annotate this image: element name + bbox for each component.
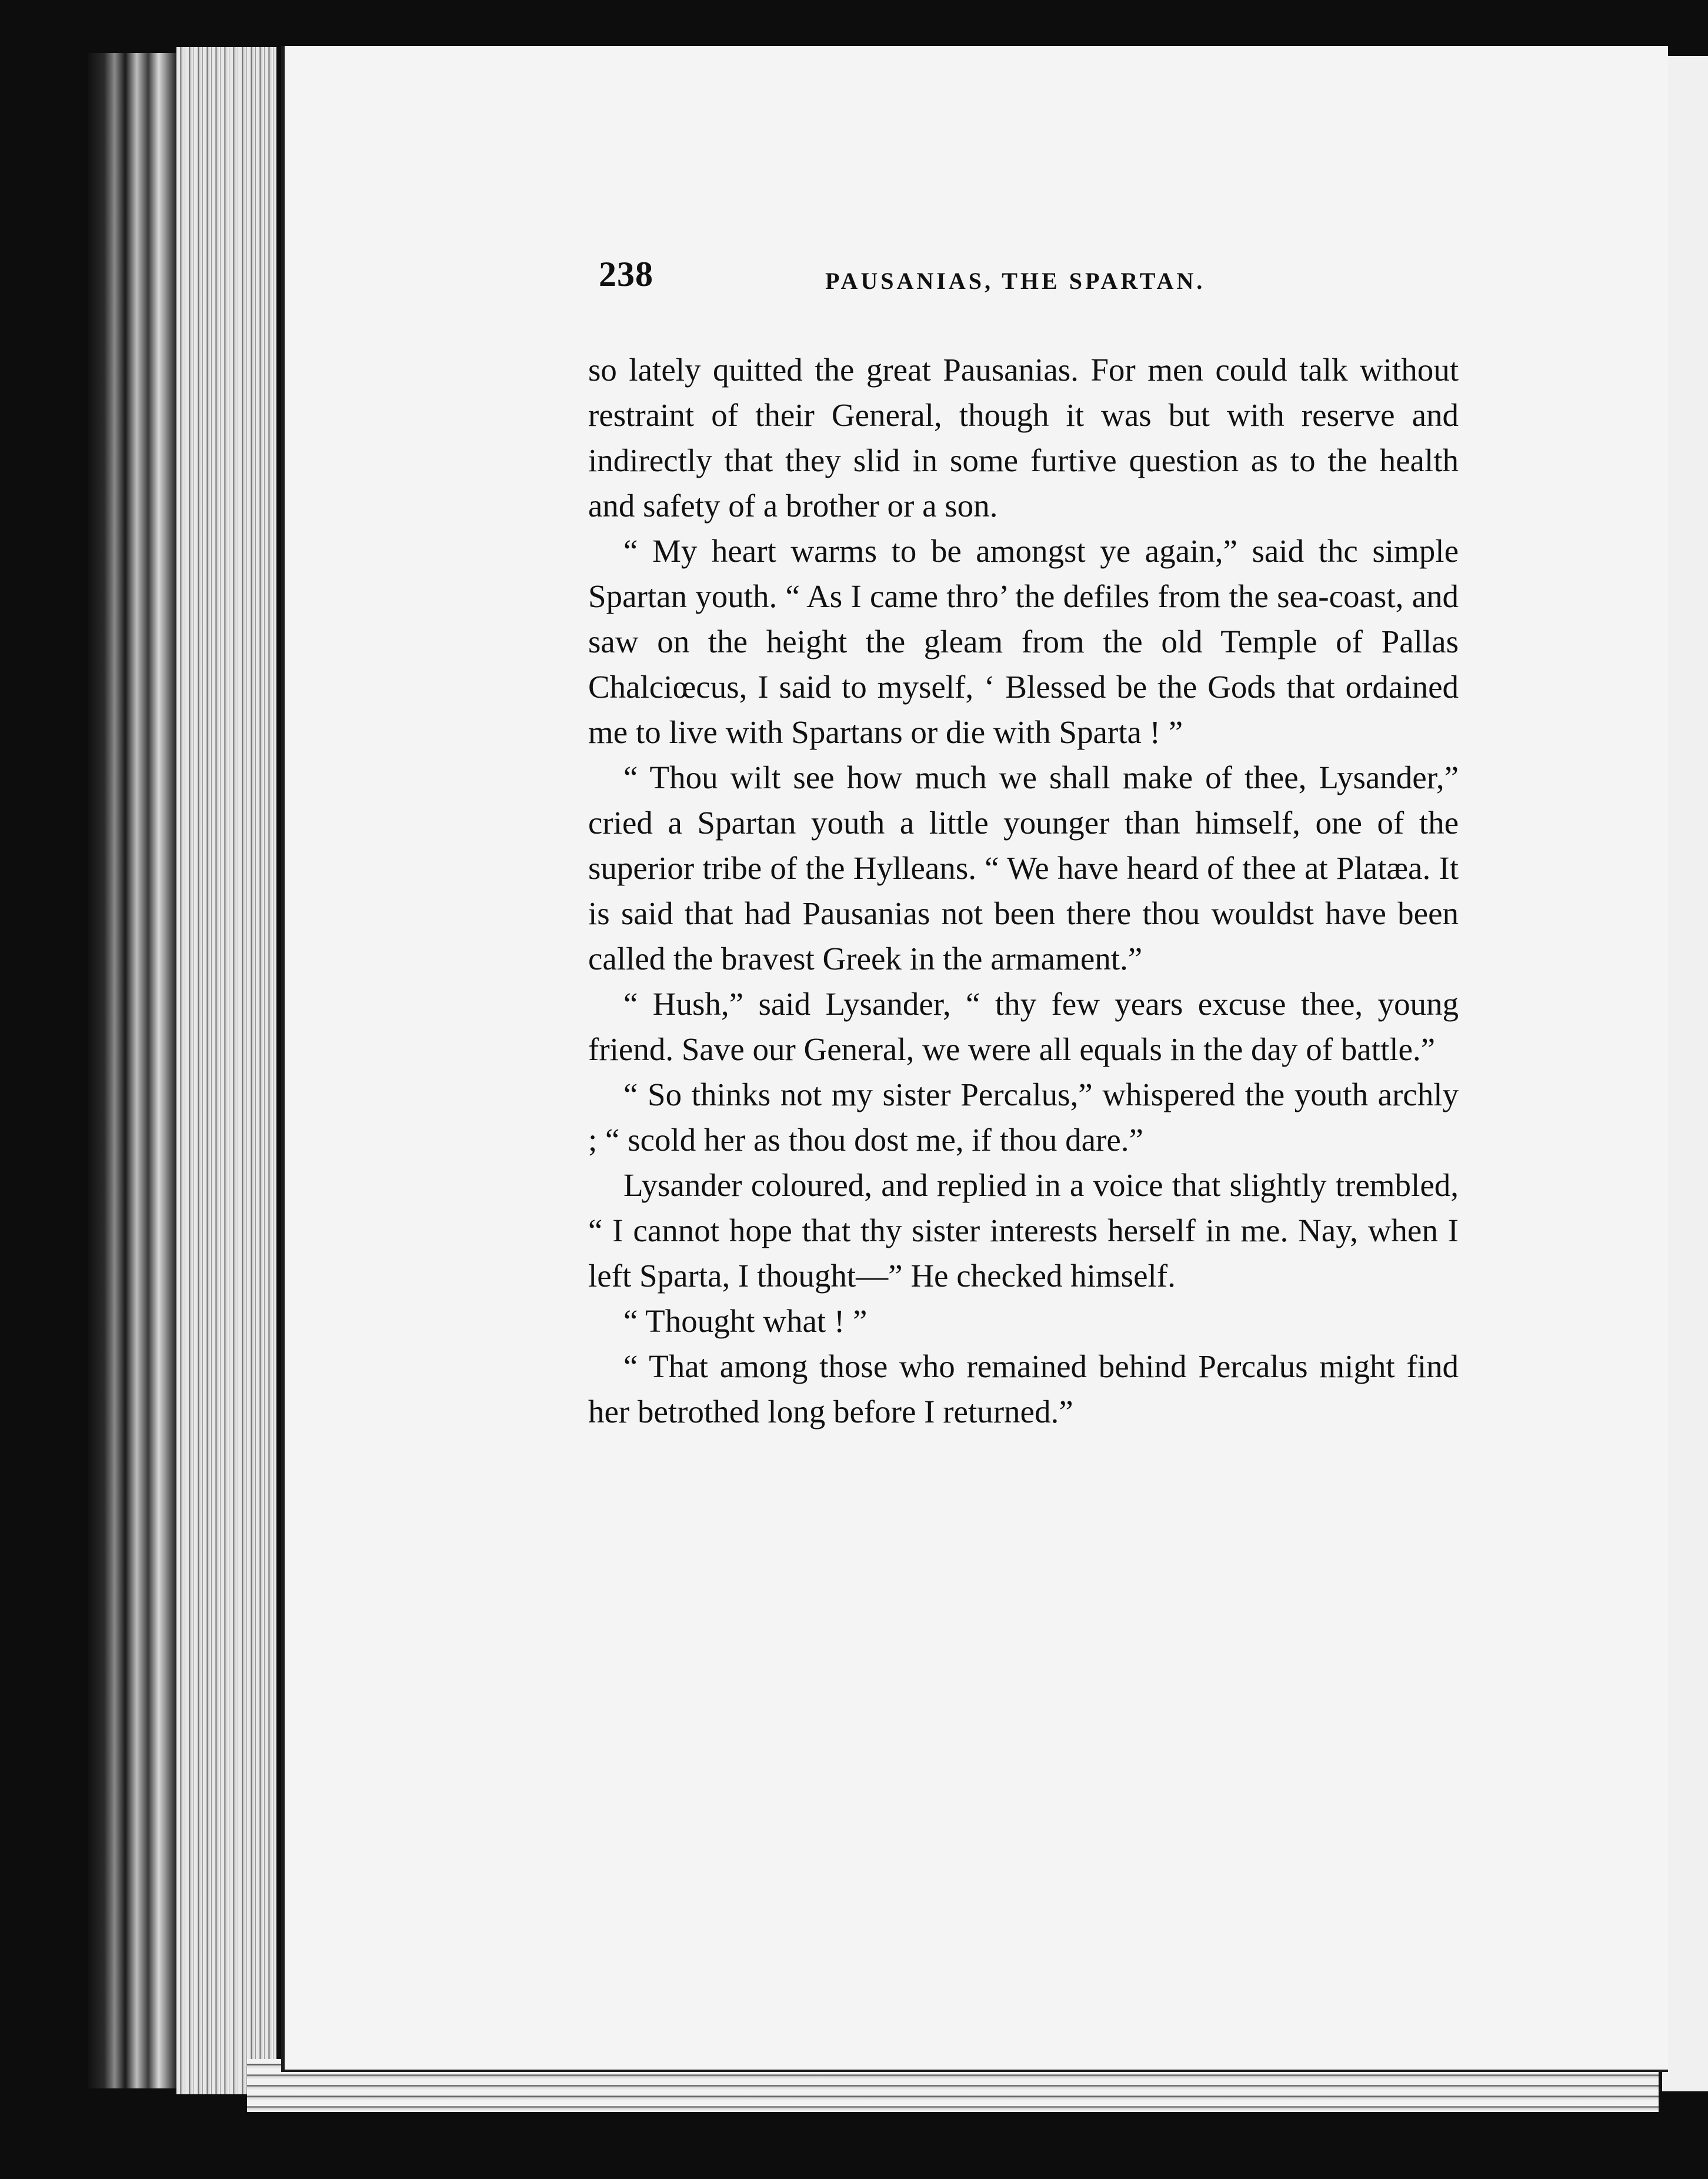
paragraph: Lysander coloured, and replied in a voice that slightly trembled, “ I cannot hope that thy sister interests herself in me. Nay, when I left Sparta, I thought—” He checked himself. xyxy=(588,1167,1459,1294)
paragraph: “ Hush,” said Lysander, “ thy few years excuse thee, young friend. Save our General, we were all equals in the day of battle.” xyxy=(588,986,1459,1067)
book-spine-edge xyxy=(88,53,176,2088)
body-text xyxy=(588,347,1459,1434)
running-title: PAUSANIAS, THE SPARTAN. xyxy=(825,268,1206,294)
page-header xyxy=(599,254,1246,307)
page-number: 238 xyxy=(599,255,653,294)
paragraph: “ Thought what ! ” xyxy=(623,1303,868,1339)
paragraph: so lately quitted the great Pausanias. For men could talk without restraint of their General, though it was but with reserve and indirectly that they slid in some furtive question as to the health and safety of a brother or a son. xyxy=(588,352,1459,524)
paragraph: “ So thinks not my sister Percalus,” whispered the youth archly ; “ scold her as thou dost me, if thou dare.” xyxy=(588,1077,1459,1158)
paragraph: “ My heart warms to be amongst ye again,” said thc simple Spartan youth. “ As I came thro’ the defiles from the sea-coast, and saw on the height the gleam from the old Temple of Pallas Chalciœcus, I said to myself, ‘ Blessed be the Gods that ordained me to live with Spartans or die with Sparta ! ” xyxy=(588,533,1459,750)
paragraph: “ Thou wilt see how much we shall make of thee, Lysander,” cried a Spartan youth a little younger than himself, one of the superior tribe of the Hylleans. “ We have heard of thee at Platæa. It is said that had Pausanias not been there thou wouldst have been called the bravest Greek in the armament.” xyxy=(588,759,1459,977)
paragraph: “ That among those who remained behind Percalus might find her betrothed long before I returned.” xyxy=(588,1348,1459,1430)
page-stack-edge xyxy=(176,47,276,2094)
